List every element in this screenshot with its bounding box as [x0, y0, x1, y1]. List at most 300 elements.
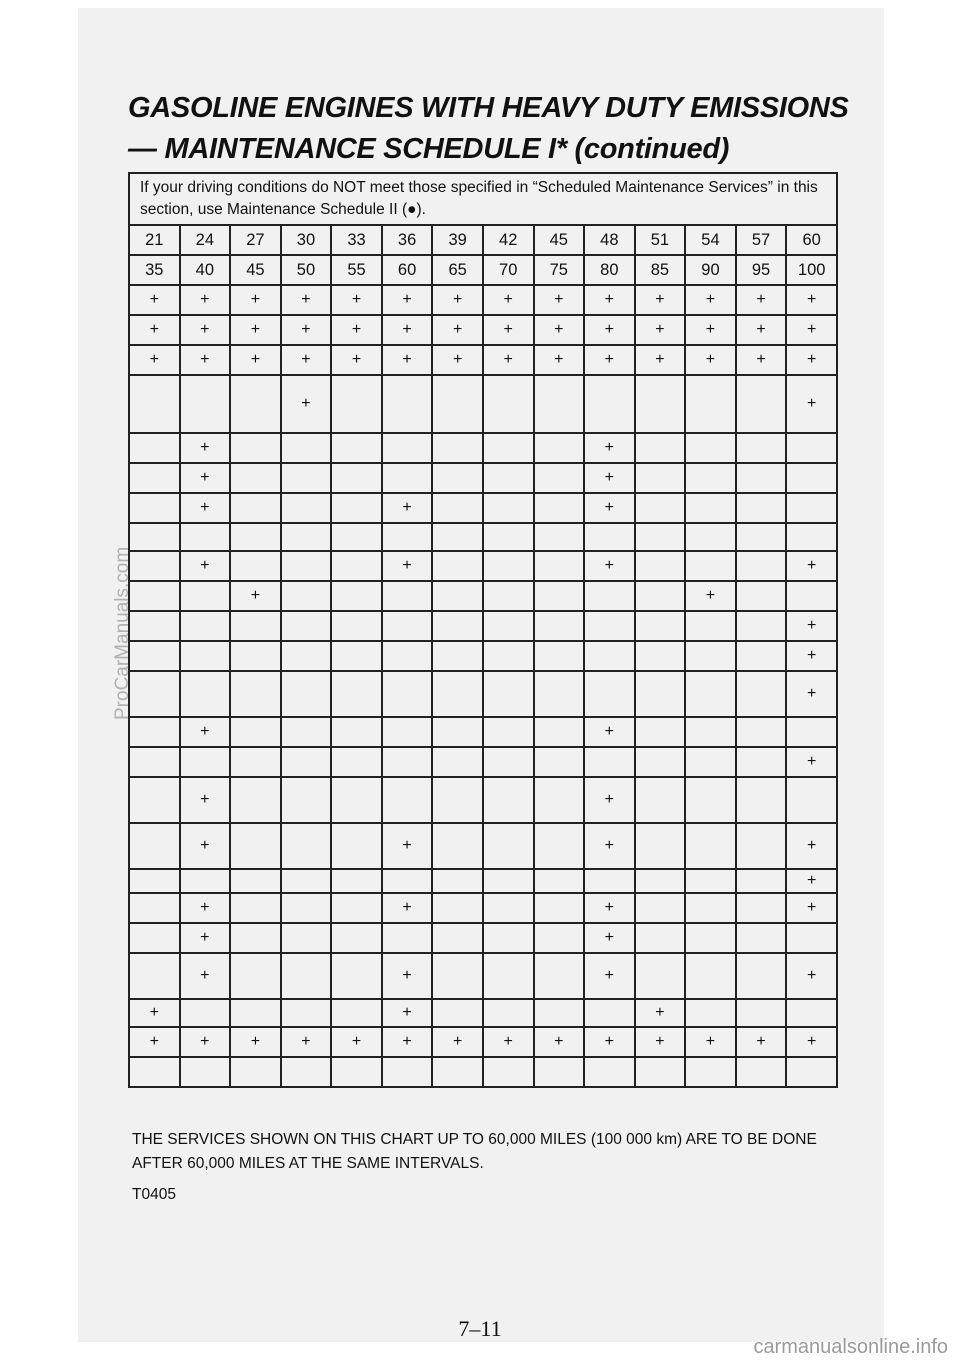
service-mark: + [483, 315, 534, 345]
empty-cell [281, 869, 332, 893]
empty-cell [230, 777, 281, 823]
empty-cell [736, 869, 787, 893]
schedule-row [129, 551, 837, 581]
empty-cell [129, 581, 180, 611]
service-mark: + [331, 1027, 382, 1057]
empty-cell [230, 523, 281, 551]
service-mark: + [230, 315, 281, 345]
empty-cell [685, 463, 736, 493]
service-mark: + [584, 953, 635, 999]
empty-cell [331, 581, 382, 611]
empty-cell [736, 611, 787, 641]
schedule-row [129, 747, 837, 777]
empty-cell [635, 923, 686, 953]
empty-cell [635, 581, 686, 611]
empty-cell [786, 463, 837, 493]
empty-cell [382, 777, 433, 823]
empty-cell [685, 641, 736, 671]
empty-cell [230, 375, 281, 433]
schedule-row [129, 345, 837, 375]
empty-cell [534, 893, 585, 923]
service-mark: + [281, 375, 332, 433]
page-number: 7–11 [458, 1316, 502, 1341]
empty-cell [129, 923, 180, 953]
km-row-cell: 80 [584, 255, 635, 285]
empty-cell [331, 953, 382, 999]
empty-cell [432, 463, 483, 493]
service-mark: + [129, 999, 180, 1027]
empty-cell [584, 869, 635, 893]
service-mark: + [635, 999, 686, 1027]
empty-cell [432, 953, 483, 999]
schedule-row [129, 1027, 837, 1057]
empty-cell [129, 893, 180, 923]
empty-cell [736, 717, 787, 747]
empty-cell [180, 523, 231, 551]
service-mark: + [230, 285, 281, 315]
empty-cell [432, 823, 483, 869]
schedule-row [129, 953, 837, 999]
empty-cell [685, 747, 736, 777]
service-mark: + [382, 953, 433, 999]
empty-cell [685, 823, 736, 869]
empty-cell [685, 999, 736, 1027]
km-row-cell: 45 [230, 255, 281, 285]
empty-cell [230, 493, 281, 523]
service-mark: + [281, 345, 332, 375]
empty-cell [736, 893, 787, 923]
service-mark: + [584, 1027, 635, 1057]
empty-cell [685, 717, 736, 747]
intro-note: If your driving conditions do NOT meet those specified in “Scheduled Maintenance Services” in this section, use Maintenance Schedule II (●). [128, 172, 838, 224]
miles-row-cell: 24 [180, 225, 231, 255]
service-mark: + [180, 777, 231, 823]
empty-cell [432, 433, 483, 463]
empty-cell [736, 1057, 787, 1087]
empty-cell [230, 747, 281, 777]
empty-cell [230, 869, 281, 893]
empty-cell [432, 641, 483, 671]
empty-cell [281, 551, 332, 581]
empty-cell [331, 375, 382, 433]
empty-cell [129, 953, 180, 999]
empty-cell [281, 953, 332, 999]
empty-cell [584, 611, 635, 641]
footer-note: THE SERVICES SHOWN ON THIS CHART UP TO 60,000 MILES (100 000 km) ARE TO BE DONE AFTER 60,000 MILES AT THE SAME INTERVALS. [132, 1131, 817, 1172]
empty-cell [180, 671, 231, 717]
km-row-cell: 95 [736, 255, 787, 285]
empty-cell [736, 463, 787, 493]
empty-cell [635, 1057, 686, 1087]
service-mark: + [129, 315, 180, 345]
empty-cell [129, 747, 180, 777]
service-mark: + [534, 315, 585, 345]
watermark-bottom: carmanualsonline.info [753, 1336, 948, 1358]
empty-cell [382, 611, 433, 641]
empty-cell [736, 493, 787, 523]
empty-cell [685, 923, 736, 953]
empty-cell [685, 671, 736, 717]
km-row-cell: 50 [281, 255, 332, 285]
km-row-cell: 70 [483, 255, 534, 285]
empty-cell [584, 375, 635, 433]
service-mark: + [534, 285, 585, 315]
service-mark: + [685, 285, 736, 315]
service-mark: + [685, 1027, 736, 1057]
service-mark: + [432, 315, 483, 345]
empty-cell [635, 953, 686, 999]
schedule-row [129, 611, 837, 641]
service-mark: + [736, 315, 787, 345]
empty-cell [230, 953, 281, 999]
empty-cell [483, 581, 534, 611]
service-mark: + [786, 869, 837, 893]
empty-cell [534, 747, 585, 777]
service-mark: + [281, 1027, 332, 1057]
service-mark: + [584, 345, 635, 375]
empty-cell [786, 923, 837, 953]
empty-cell [180, 869, 231, 893]
km-row-cell: 65 [432, 255, 483, 285]
empty-cell [432, 893, 483, 923]
empty-cell [786, 777, 837, 823]
empty-cell [786, 999, 837, 1027]
empty-cell [685, 375, 736, 433]
empty-cell [483, 953, 534, 999]
schedule-row [129, 285, 837, 315]
figure-code: T0405 [132, 1186, 176, 1203]
schedule-row [129, 315, 837, 345]
service-mark: + [180, 923, 231, 953]
empty-cell [736, 551, 787, 581]
empty-cell [180, 641, 231, 671]
empty-cell [736, 671, 787, 717]
empty-cell [685, 433, 736, 463]
empty-cell [129, 433, 180, 463]
service-mark: + [483, 345, 534, 375]
empty-cell [534, 923, 585, 953]
schedule-row [129, 777, 837, 823]
empty-cell [736, 953, 787, 999]
empty-cell [382, 869, 433, 893]
service-mark: + [129, 285, 180, 315]
service-mark: + [180, 1027, 231, 1057]
empty-cell [382, 433, 433, 463]
empty-cell [483, 747, 534, 777]
empty-cell [685, 611, 736, 641]
service-mark: + [483, 285, 534, 315]
service-mark: + [180, 551, 231, 581]
empty-cell [230, 999, 281, 1027]
service-mark: + [786, 671, 837, 717]
service-mark: + [786, 823, 837, 869]
km-row-cell: 40 [180, 255, 231, 285]
empty-cell [432, 923, 483, 953]
empty-cell [281, 747, 332, 777]
service-mark: + [786, 551, 837, 581]
empty-cell [331, 717, 382, 747]
empty-cell [736, 581, 787, 611]
empty-cell [483, 641, 534, 671]
miles-row-cell: 42 [483, 225, 534, 255]
service-mark: + [736, 345, 787, 375]
empty-cell [331, 823, 382, 869]
empty-cell [534, 777, 585, 823]
empty-cell [534, 523, 585, 551]
empty-cell [382, 671, 433, 717]
empty-cell [635, 777, 686, 823]
miles-row-cell: 45 [534, 225, 585, 255]
empty-cell [432, 523, 483, 551]
empty-cell [685, 869, 736, 893]
empty-cell [382, 463, 433, 493]
service-mark: + [180, 953, 231, 999]
empty-cell [534, 463, 585, 493]
km-row-cell: 85 [635, 255, 686, 285]
miles-row-cell: 36 [382, 225, 433, 255]
empty-cell [230, 463, 281, 493]
empty-cell [382, 717, 433, 747]
empty-cell [786, 523, 837, 551]
empty-cell [685, 523, 736, 551]
empty-cell [129, 1057, 180, 1087]
empty-cell [534, 717, 585, 747]
empty-cell [584, 641, 635, 671]
service-mark: + [736, 285, 787, 315]
empty-cell [331, 923, 382, 953]
empty-cell [230, 823, 281, 869]
empty-cell [584, 999, 635, 1027]
service-mark: + [230, 345, 281, 375]
service-mark: + [786, 641, 837, 671]
service-mark: + [736, 1027, 787, 1057]
empty-cell [584, 581, 635, 611]
empty-cell [281, 523, 332, 551]
empty-cell [483, 893, 534, 923]
schedule-row [129, 717, 837, 747]
service-mark: + [685, 315, 736, 345]
empty-cell [129, 493, 180, 523]
service-mark: + [534, 345, 585, 375]
empty-cell [736, 747, 787, 777]
schedule-row [129, 1057, 837, 1087]
empty-cell [382, 923, 433, 953]
empty-cell [432, 869, 483, 893]
empty-cell [584, 523, 635, 551]
empty-cell [534, 671, 585, 717]
empty-cell [736, 523, 787, 551]
empty-cell [230, 717, 281, 747]
service-mark: + [432, 1027, 483, 1057]
empty-cell [382, 581, 433, 611]
service-mark: + [331, 315, 382, 345]
empty-cell [534, 999, 585, 1027]
service-mark: + [584, 823, 635, 869]
empty-cell [230, 923, 281, 953]
schedule-row [129, 375, 837, 433]
empty-cell [432, 375, 483, 433]
watermark-left [112, 690, 134, 720]
empty-cell [180, 611, 231, 641]
empty-cell [382, 1057, 433, 1087]
service-mark: + [180, 823, 231, 869]
empty-cell [129, 823, 180, 869]
empty-cell [432, 717, 483, 747]
empty-cell [786, 493, 837, 523]
service-mark: + [584, 923, 635, 953]
empty-cell [432, 747, 483, 777]
service-mark: + [584, 777, 635, 823]
schedule-row [129, 823, 837, 869]
empty-cell [635, 671, 686, 717]
service-mark: + [432, 345, 483, 375]
service-mark: + [786, 611, 837, 641]
empty-cell [281, 999, 332, 1027]
empty-cell [685, 493, 736, 523]
service-mark: + [584, 893, 635, 923]
service-mark: + [331, 345, 382, 375]
empty-cell [483, 523, 534, 551]
empty-cell [281, 581, 332, 611]
schedule-row [129, 433, 837, 463]
empty-cell [584, 671, 635, 717]
service-mark: + [129, 1027, 180, 1057]
empty-cell [331, 869, 382, 893]
service-mark: + [534, 1027, 585, 1057]
empty-cell [635, 493, 686, 523]
empty-cell [432, 999, 483, 1027]
schedule-row [129, 581, 837, 611]
empty-cell [534, 869, 585, 893]
empty-cell [635, 823, 686, 869]
schedule-row [129, 999, 837, 1027]
empty-cell [129, 641, 180, 671]
service-mark: + [786, 893, 837, 923]
empty-cell [432, 777, 483, 823]
empty-cell [331, 433, 382, 463]
service-mark: + [129, 345, 180, 375]
service-mark: + [382, 551, 433, 581]
km-row-cell: 75 [534, 255, 585, 285]
empty-cell [432, 1057, 483, 1087]
empty-cell [230, 1057, 281, 1087]
empty-cell [635, 433, 686, 463]
page-title-line-1: GASOLINE ENGINES WITH HEAVY DUTY EMISSIONS [128, 92, 849, 124]
empty-cell [483, 551, 534, 581]
miles-row-cell: 30 [281, 225, 332, 255]
miles-row-cell: 54 [685, 225, 736, 255]
empty-cell [230, 671, 281, 717]
miles-row [129, 225, 837, 255]
empty-cell [432, 493, 483, 523]
service-mark: + [382, 285, 433, 315]
empty-cell [331, 523, 382, 551]
empty-cell [685, 1057, 736, 1087]
empty-cell [230, 611, 281, 641]
service-mark: + [584, 493, 635, 523]
empty-cell [129, 551, 180, 581]
empty-cell [635, 551, 686, 581]
empty-cell [129, 717, 180, 747]
empty-cell [483, 1057, 534, 1087]
empty-cell [180, 747, 231, 777]
empty-cell [382, 375, 433, 433]
service-mark: + [635, 1027, 686, 1057]
empty-cell [129, 611, 180, 641]
empty-cell [331, 551, 382, 581]
empty-cell [382, 747, 433, 777]
empty-cell [432, 671, 483, 717]
miles-row-cell: 33 [331, 225, 382, 255]
schedule-row [129, 463, 837, 493]
empty-cell [736, 375, 787, 433]
service-mark: + [180, 315, 231, 345]
empty-cell [230, 433, 281, 463]
empty-cell [230, 893, 281, 923]
empty-cell [534, 611, 585, 641]
empty-cell [685, 551, 736, 581]
service-mark: + [786, 1027, 837, 1057]
empty-cell [129, 463, 180, 493]
service-mark: + [382, 999, 433, 1027]
service-mark: + [584, 285, 635, 315]
service-mark: + [786, 345, 837, 375]
empty-cell [129, 523, 180, 551]
service-mark: + [281, 315, 332, 345]
maintenance-schedule-table [128, 224, 838, 1088]
empty-cell [483, 671, 534, 717]
service-mark: + [786, 375, 837, 433]
empty-cell [786, 717, 837, 747]
service-mark: + [685, 581, 736, 611]
empty-cell [281, 777, 332, 823]
empty-cell [635, 463, 686, 493]
empty-cell [534, 641, 585, 671]
service-mark: + [786, 315, 837, 345]
schedule-row [129, 671, 837, 717]
empty-cell [685, 953, 736, 999]
service-mark: + [584, 717, 635, 747]
schedule-row [129, 893, 837, 923]
empty-cell [281, 893, 332, 923]
km-row-cell: 55 [331, 255, 382, 285]
empty-cell [736, 641, 787, 671]
service-mark: + [180, 717, 231, 747]
service-mark: + [584, 551, 635, 581]
service-mark: + [584, 315, 635, 345]
empty-cell [331, 999, 382, 1027]
empty-cell [483, 823, 534, 869]
empty-cell [635, 717, 686, 747]
service-mark: + [180, 433, 231, 463]
empty-cell [432, 581, 483, 611]
empty-cell [483, 433, 534, 463]
empty-cell [584, 1057, 635, 1087]
miles-row-cell: 27 [230, 225, 281, 255]
empty-cell [483, 611, 534, 641]
miles-row-cell: 39 [432, 225, 483, 255]
empty-cell [736, 923, 787, 953]
empty-cell [281, 717, 332, 747]
km-row-cell: 100 [786, 255, 837, 285]
empty-cell [483, 375, 534, 433]
empty-cell [281, 433, 332, 463]
empty-cell [180, 1057, 231, 1087]
empty-cell [534, 581, 585, 611]
empty-cell [432, 611, 483, 641]
empty-cell [635, 611, 686, 641]
schedule-row [129, 641, 837, 671]
